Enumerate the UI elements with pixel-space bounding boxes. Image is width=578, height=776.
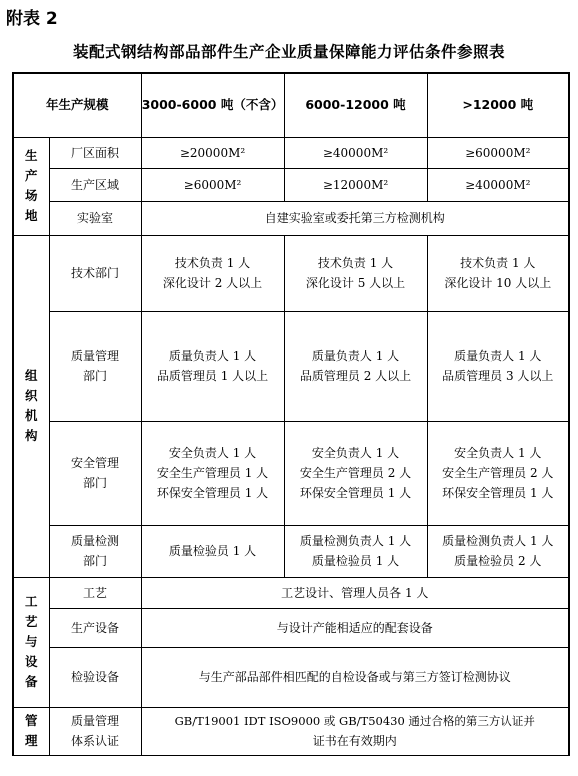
item-quality-system-cert: 质量管理 体系认证	[49, 707, 141, 755]
category-organization: 组 织 机 构	[13, 235, 49, 577]
value-cell: 技术负责 1 人 深化设计 10 人以上	[427, 235, 569, 311]
item-laboratory: 实验室	[49, 201, 141, 235]
value-cell: ≥6000M²	[141, 168, 284, 201]
value-cell: GB/T19001 IDT ISO9000 或 GB/T50430 通过合格的第三方认证并 证书在有效期内	[141, 707, 569, 755]
item-safety-mgmt-dept: 安全管理 部门	[49, 421, 141, 525]
value-cell: ≥20000M²	[141, 137, 284, 168]
value-cell: 安全负责人 1 人 安全生产管理员 2 人 环保安全管理员 1 人	[284, 421, 427, 525]
item-production-equipment: 生产设备	[49, 608, 141, 647]
document-title: 装配式钢结构部品部件生产企业质量保障能力评估条件参照表	[72, 43, 505, 61]
value-cell: 工艺设计、管理人员各 1 人	[141, 577, 569, 608]
table-row	[13, 235, 569, 311]
value-cell: 质量负责人 1 人 品质管理员 2 人以上	[284, 311, 427, 421]
table-row	[13, 707, 569, 755]
value-cell: 技术负责 1 人 深化设计 2 人以上	[141, 235, 284, 311]
value-cell: ≥40000M²	[427, 168, 569, 201]
table-row	[13, 137, 569, 168]
value-cell: 质量检测负责人 1 人 质量检验员 2 人	[427, 525, 569, 577]
item-quality-inspection-dept: 质量检测 部门	[49, 525, 141, 577]
item-quality-mgmt-dept: 质量管理 部门	[49, 311, 141, 421]
item-technical-dept: 技术部门	[49, 235, 141, 311]
value-cell: 安全负责人 1 人 安全生产管理员 1 人 环保安全管理员 1 人	[141, 421, 284, 525]
category-management: 管 理	[13, 707, 49, 755]
appendix-label: 附表 2	[6, 9, 58, 29]
table-row	[13, 525, 569, 577]
item-production-area: 生产区域	[49, 168, 141, 201]
scale-col-2-header: 6000-12000 吨	[284, 73, 427, 137]
value-cell: 技术负责 1 人 深化设计 5 人以上	[284, 235, 427, 311]
value-cell: ≥40000M²	[284, 137, 427, 168]
table-row	[13, 421, 569, 525]
item-process: 工艺	[49, 577, 141, 608]
table-row	[13, 647, 569, 707]
value-cell: 质量负责人 1 人 品质管理员 3 人以上	[427, 311, 569, 421]
table-row	[13, 577, 569, 608]
value-cell: 安全负责人 1 人 安全生产管理员 2 人 环保安全管理员 1 人	[427, 421, 569, 525]
value-cell: 与设计产能相适应的配套设备	[141, 608, 569, 647]
value-cell: 质量检验员 1 人	[141, 525, 284, 577]
table-row	[13, 168, 569, 201]
header-row	[13, 73, 569, 137]
table-row	[13, 201, 569, 235]
value-cell: ≥12000M²	[284, 168, 427, 201]
item-plant-area: 厂区面积	[49, 137, 141, 168]
value-cell: 质量负责人 1 人 品质管理员 1 人以上	[141, 311, 284, 421]
value-cell: 质量检测负责人 1 人 质量检验员 1 人	[284, 525, 427, 577]
category-production-site: 生 产 场 地	[13, 137, 49, 235]
scale-col-3-header: >12000 吨	[427, 73, 569, 137]
table-row	[13, 608, 569, 647]
assessment-table	[12, 72, 570, 756]
value-cell: 与生产部品部件相匹配的自检设备或与第三方签订检测协议	[141, 647, 569, 707]
table-row	[13, 311, 569, 421]
item-inspection-equipment: 检验设备	[49, 647, 141, 707]
value-cell: 自建实验室或委托第三方检测机构	[141, 201, 569, 235]
value-cell: ≥60000M²	[427, 137, 569, 168]
scale-header: 年生产规模	[13, 73, 141, 137]
scale-col-1-header: 3000-6000 吨（不含）	[141, 73, 284, 137]
category-process-equipment: 工 艺 与 设 备	[13, 577, 49, 707]
